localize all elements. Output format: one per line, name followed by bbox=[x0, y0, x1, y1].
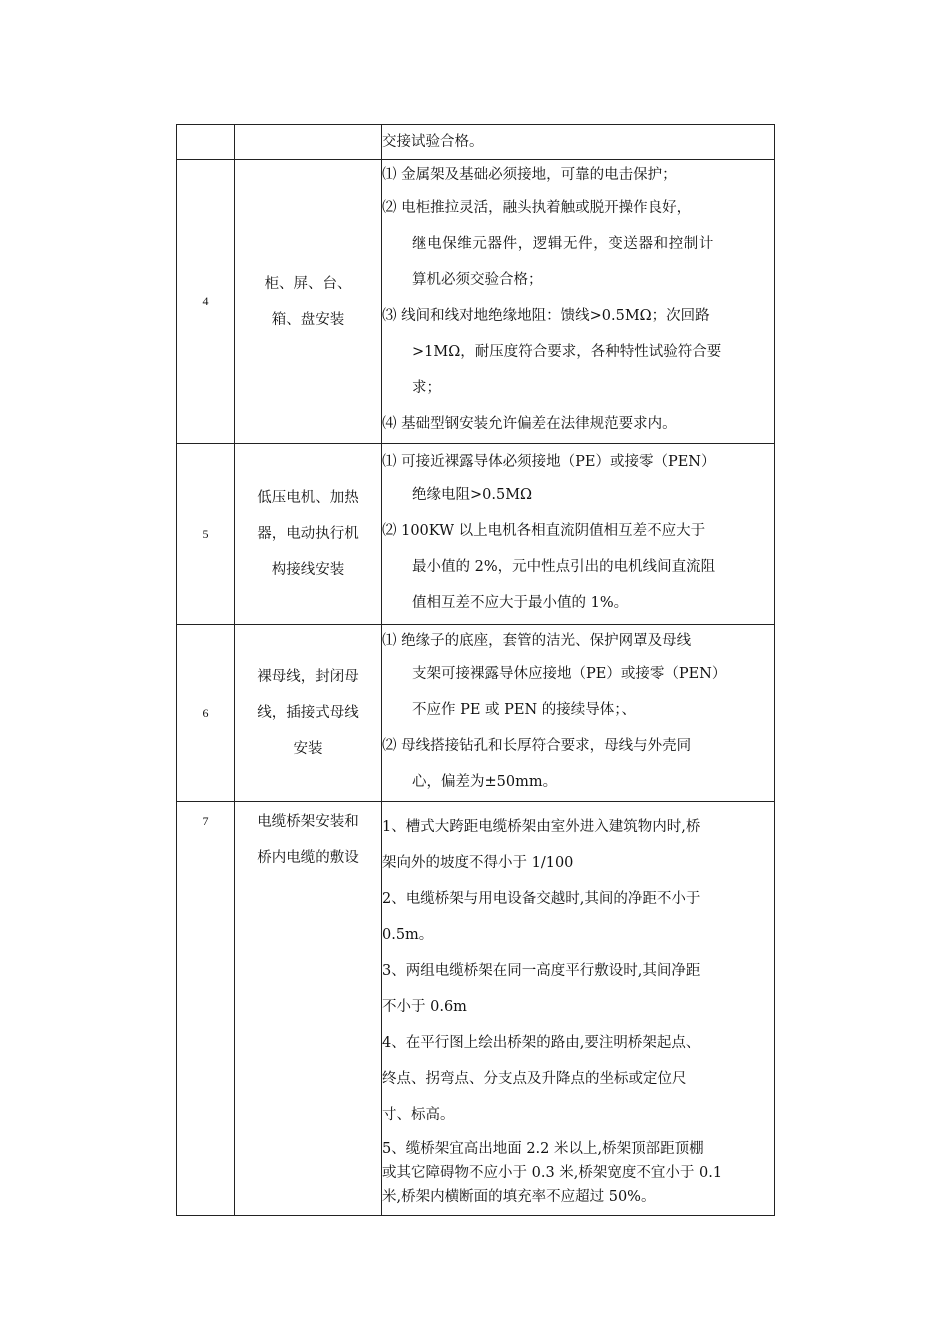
requirement-line: 架向外的坡度不得小于 1/100 bbox=[382, 855, 574, 871]
item-requirements bbox=[382, 160, 775, 444]
requirement-line: 终点、拐弯点、分支点及升降点的坐标或定位尺 bbox=[382, 1071, 687, 1087]
inspection-table bbox=[176, 124, 775, 1216]
item-name bbox=[235, 125, 382, 160]
requirement-line: 算机必须交验合格； bbox=[412, 272, 543, 288]
table-row bbox=[177, 125, 775, 160]
table-row bbox=[177, 160, 775, 444]
table-row bbox=[177, 802, 775, 1216]
requirement-line: 4、在平行图上绘出桥架的路由,要注明桥架起点、 bbox=[382, 1035, 701, 1051]
requirement-line: 0.5m。 bbox=[382, 927, 434, 943]
requirement-line: ⑷ 基础型钢安装允许偏差在法律规范要求内。 bbox=[382, 416, 677, 432]
requirement-line: 不应作 PE 或 PEN 的接续导体；、 bbox=[412, 701, 637, 718]
requirement-line: 交接试验合格。 bbox=[382, 134, 484, 150]
requirement-line: 2、电缆桥架与用电设备交越时,其间的净距不小于 bbox=[382, 891, 701, 907]
item-number bbox=[177, 125, 235, 160]
item-name-line: 低压电机、加热 bbox=[257, 490, 359, 506]
requirement-line: 5、缆桥架宜高出地面 2.2 米以上,桥架顶部距顶棚 bbox=[382, 1141, 704, 1157]
requirement-line: ⑶ 线间和线对地绝缘地阻：馈线>0.5MΩ；次回路 bbox=[382, 308, 710, 324]
item-name bbox=[235, 625, 382, 802]
requirement-line: ⑵ 100KW 以上电机各相直流阴值相互差不应大于 bbox=[382, 522, 706, 539]
requirement-line: ⑴ 可接近裸露导体必须接地（PE）或接零（PEN） bbox=[382, 453, 716, 470]
requirement-line: ⑵ 电柜推拉灵活，融头执着触或脱开操作良好， bbox=[382, 200, 692, 216]
item-name-line: 箱、盘安装 bbox=[271, 311, 345, 328]
requirement-line: 绝缘电阻>0.5MΩ bbox=[412, 486, 533, 503]
requirement-line: 3、两组电缆桥架在同一高度平行敷设时,其间净距 bbox=[382, 963, 701, 979]
item-name-line: 桥内电缆的敷设 bbox=[257, 850, 359, 866]
requirement-line: 心，偏差为±50mm。 bbox=[412, 773, 558, 790]
item-name-line: 线，插接式母线 bbox=[257, 705, 359, 721]
requirement-line: ⑵ 母线搭接钻孔和长厚符合要求，母线与外壳同 bbox=[382, 737, 692, 754]
requirement-line: 1、槽式大跨距电缆桥架由室外进入建筑物内时,桥 bbox=[382, 819, 701, 835]
item-name-line: 电缆桥架安装和 bbox=[257, 814, 359, 830]
item-number: 6 bbox=[177, 625, 235, 802]
table-row bbox=[177, 625, 775, 802]
requirement-line: 或其它障碍物不应小于 0.3 米,桥架宽度不宜小于 0.1 bbox=[382, 1165, 723, 1181]
requirement-line: ⑴ 绝缘子的底座，套管的洁光、保护网罩及母线 bbox=[382, 632, 692, 649]
item-name-line: 器，电动执行机 bbox=[257, 526, 359, 542]
table-row bbox=[177, 444, 775, 625]
requirement-line: 求； bbox=[412, 380, 441, 396]
requirement-line: 最小值的 2%，元中性点引出的电机线间直流阻 bbox=[412, 558, 716, 575]
requirement-line: 不小于 0.6m bbox=[382, 999, 467, 1015]
item-requirements bbox=[382, 444, 775, 625]
item-number: 4 bbox=[177, 160, 235, 444]
requirement-line: 继电保维元器件，逻辑无件，变送器和控制计 bbox=[412, 236, 714, 252]
item-requirements bbox=[382, 125, 775, 160]
item-name bbox=[235, 802, 382, 1216]
requirement-line: 寸、标高。 bbox=[382, 1107, 455, 1123]
item-name-line: 构接线安装 bbox=[271, 562, 345, 578]
requirement-line: 米,桥架内横断面的填充率不应超过 50%。 bbox=[382, 1189, 656, 1205]
item-requirements bbox=[382, 802, 775, 1216]
item-requirements bbox=[382, 625, 775, 802]
item-name-line: 柜、屏、台、 bbox=[264, 275, 352, 292]
item-name-line: 裸母线，封闭母 bbox=[257, 669, 359, 685]
item-name-line: 安装 bbox=[293, 741, 323, 757]
item-name bbox=[235, 160, 382, 444]
item-number: 7 bbox=[177, 802, 235, 1216]
requirement-line: ⑴ 金属架及基础必须接地，可靠的电击保护； bbox=[382, 167, 677, 183]
requirement-line: 支架可接裸露导休应接地（PE）或接零（PEN） bbox=[412, 665, 727, 682]
item-name bbox=[235, 444, 382, 625]
requirement-line: 值相互差不应大于最小值的 1%。 bbox=[412, 594, 629, 611]
requirement-line: >1MΩ，耐压度符合要求，各种特性试验符合要 bbox=[412, 344, 722, 360]
item-number: 5 bbox=[177, 444, 235, 625]
